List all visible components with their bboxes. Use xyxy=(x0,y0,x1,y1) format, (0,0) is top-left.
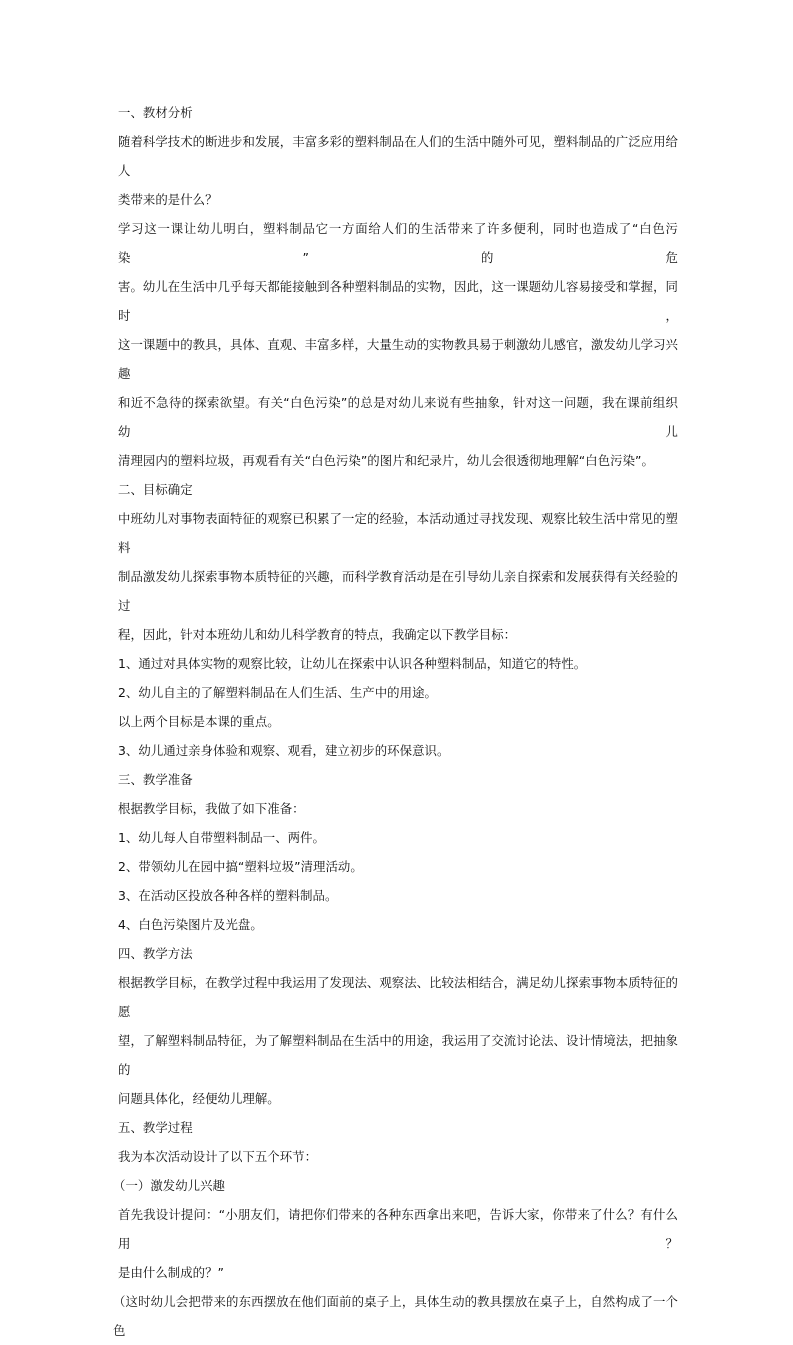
paragraph-line: 首先我设计提问：“小朋友们，请把你们带来的各种东西拿出来吧，告诉大家，你带来了什么？有什么用？ xyxy=(118,1207,678,1251)
paragraph-line: （这时幼儿会把带来的东西摆放在他们面前的桌子上，具体生动的教具摆放在桌子上，自然构成了一个色 xyxy=(113,1294,678,1338)
heading-materials-analysis: 一、教材分析 xyxy=(118,105,193,120)
paragraph-line: 我为本次活动设计了以下五个环节： xyxy=(118,1149,318,1164)
heading-teaching-preparation: 三、教学准备 xyxy=(118,772,193,787)
paragraph-line: 根据教学目标，我做了如下准备： xyxy=(118,801,305,816)
paragraph-line: 以上两个目标是本课的重点。 xyxy=(118,714,280,729)
paragraph-line: 问题具体化，经便幼儿理解。 xyxy=(118,1091,280,1106)
paragraph-line: 是由什么制成的？” xyxy=(118,1265,224,1280)
subheading-stimulate-interest: （一）激发幼儿兴趣 xyxy=(113,1178,225,1193)
paragraph-line: 制品激发幼儿探索事物本质特征的兴趣，而科学教育活动是在引导幼儿亲自探索和发展获得有关经验的过 xyxy=(118,569,678,613)
paragraph-line: 随着科学技术的断进步和发展，丰富多彩的塑料制品在人们的生活中随外可见，塑料制品的广泛应用给人 xyxy=(118,134,678,178)
preparation-item-3: 3、在活动区投放各种各样的塑料制品。 xyxy=(118,888,338,903)
paragraph-line: 根据教学目标，在教学过程中我运用了发现法、观察法、比较法相结合，满足幼儿探索事物本质特征的愿 xyxy=(118,975,678,1019)
preparation-item-2: 2、带领幼儿在园中搞“塑料垃圾”清理活动。 xyxy=(118,859,363,874)
goal-item-3: 3、幼儿通过亲身体验和观察、观看，建立初步的环保意识。 xyxy=(118,743,450,758)
paragraph-line: 和近不急待的探索欲望。有关“白色污染”的总是对幼儿来说有些抽象，针对这一问题，我在课前组织幼儿 xyxy=(118,395,678,439)
paragraph-line: 望，了解塑料制品特征，为了解塑料制品在生活中的用途，我运用了交流讨论法、设计情境法，把抽象的 xyxy=(118,1033,678,1077)
heading-goal-setting: 二、目标确定 xyxy=(118,482,193,497)
paragraph-line: 学习这一课让幼儿明白，塑料制品它一方面给人们的生活带来了许多便利，同时也造成了“白色污染”的危 xyxy=(118,221,678,265)
goal-item-2: 2、幼儿自主的了解塑料制品在人们生活、生产中的用途。 xyxy=(118,685,437,700)
document-page xyxy=(113,98,678,1345)
goal-item-1: 1、通过对具体实物的观察比较，让幼儿在探索中认识各种塑料制品，知道它的特性。 xyxy=(118,656,587,671)
paragraph-line: 害。幼儿在生活中几乎每天都能接触到各种塑料制品的实物，因此，这一课题幼儿容易接受和掌握，同时， xyxy=(118,279,678,323)
heading-teaching-methods: 四、教学方法 xyxy=(118,946,193,961)
paragraph-line: 程，因此，针对本班幼儿和幼儿科学教育的特点，我确定以下教学目标： xyxy=(118,627,517,642)
preparation-item-1: 1、幼儿每人自带塑料制品一、两件。 xyxy=(118,830,325,845)
preparation-item-4: 4、白色污染图片及光盘。 xyxy=(118,917,263,932)
paragraph-line: 这一课题中的教具，具体、直观、丰富多样，大量生动的实物教具易于刺激幼儿感官，激发幼儿学习兴趣 xyxy=(118,337,678,381)
paragraph-line: 类带来的是什么？ xyxy=(118,192,218,207)
paragraph-line: 清理园内的塑料垃圾，再观看有关“白色污染”的图片和纪录片，幼儿会很透彻地理解“白色污染”。 xyxy=(118,453,654,468)
paragraph-line: 中班幼儿对事物表面特征的观察已积累了一定的经验，本活动通过寻找发现、观察比较生活中常见的塑料 xyxy=(118,511,678,555)
heading-teaching-process: 五、教学过程 xyxy=(118,1120,193,1135)
